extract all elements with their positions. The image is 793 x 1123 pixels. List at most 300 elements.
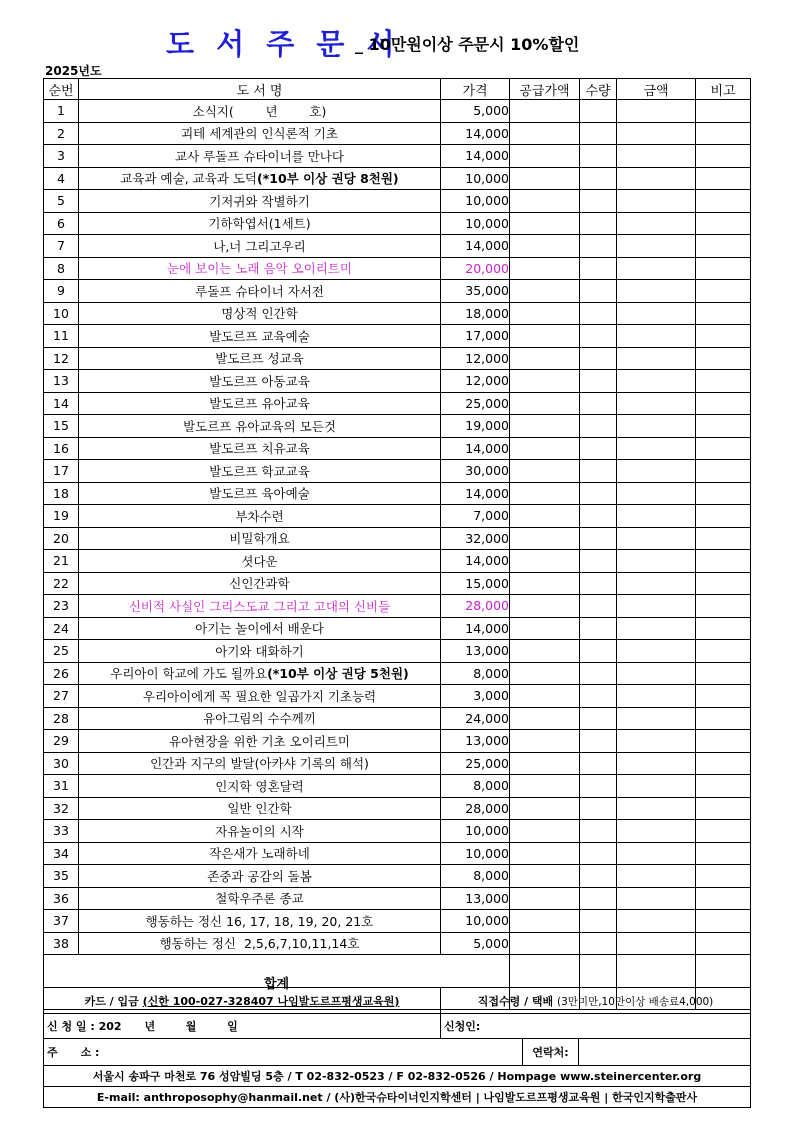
row-number: 24 [44, 617, 79, 640]
row-number: 11 [44, 325, 79, 348]
remarks-cell[interactable] [696, 752, 751, 775]
amount-cell[interactable] [617, 257, 696, 280]
contact-input-cell[interactable] [579, 1039, 751, 1066]
book-title [79, 820, 441, 843]
supply-price-cell[interactable] [510, 775, 580, 798]
date-cell[interactable] [44, 1014, 441, 1039]
table-row [44, 527, 751, 550]
bulk-discount-note: (*10부 이상 권당 8천원) [257, 171, 399, 187]
quantity-cell[interactable] [580, 730, 617, 753]
remarks-cell[interactable] [696, 707, 751, 730]
amount-cell[interactable] [617, 820, 696, 843]
book-price: 35,000 [441, 280, 510, 303]
supply-price-cell[interactable] [510, 527, 580, 550]
table-row [44, 167, 751, 190]
remarks-cell[interactable] [696, 842, 751, 865]
book-title-text: 소식지( 년 호) [192, 103, 327, 119]
book-title-text: 발도르프 성교육 [215, 351, 304, 367]
remarks-cell[interactable] [696, 437, 751, 460]
amount-cell[interactable] [617, 752, 696, 775]
address-cell[interactable] [44, 1039, 523, 1066]
col-number: 순번 [44, 79, 79, 100]
book-title [79, 347, 441, 370]
amount-cell[interactable] [617, 595, 696, 618]
table-row [44, 505, 751, 528]
amount-cell[interactable] [617, 775, 696, 798]
book-title-text: 신인간과학 [229, 576, 290, 592]
book-title [79, 190, 441, 213]
book-title [79, 122, 441, 145]
book-title [79, 617, 441, 640]
supply-price-cell[interactable] [510, 167, 580, 190]
quantity-cell[interactable] [580, 595, 617, 618]
row-number: 15 [44, 415, 79, 438]
remarks-cell[interactable] [696, 797, 751, 820]
remarks-cell[interactable] [696, 370, 751, 393]
supply-price-cell[interactable] [510, 707, 580, 730]
remarks-cell[interactable] [696, 347, 751, 370]
amount-cell[interactable] [617, 887, 696, 910]
table-row [44, 887, 751, 910]
book-title-text: 작은새가 노래하네 [209, 846, 310, 862]
table-row [44, 460, 751, 483]
book-title-text: 행동하는 정신 2,5,6,7,10,11,14호 [159, 936, 360, 952]
quantity-cell[interactable] [580, 302, 617, 325]
supply-price-cell[interactable] [510, 190, 580, 213]
table-row [44, 235, 751, 258]
quantity-cell[interactable] [580, 122, 617, 145]
supply-price-cell[interactable] [510, 482, 580, 505]
remarks-cell[interactable] [696, 662, 751, 685]
table-row [44, 842, 751, 865]
remarks-cell[interactable] [696, 325, 751, 348]
book-title-text: 발도르프 학교교육 [209, 463, 310, 479]
quantity-cell[interactable] [580, 257, 617, 280]
remarks-cell[interactable] [696, 212, 751, 235]
bank-account: (신한 100-027-328407 나임발도르프평생교육원) [142, 994, 400, 1008]
row-number: 19 [44, 505, 79, 528]
book-title-text: 기하학엽서(1세트) [208, 216, 311, 232]
supply-price-cell[interactable] [510, 640, 580, 663]
col-supply-price: 공급가액 [510, 79, 580, 100]
quantity-cell[interactable] [580, 842, 617, 865]
supply-price-cell[interactable] [510, 235, 580, 258]
row-number: 28 [44, 707, 79, 730]
book-price: 10,000 [441, 842, 510, 865]
quantity-cell[interactable] [580, 460, 617, 483]
book-title-text: 기저귀와 작별하기 [209, 193, 310, 209]
remarks-cell[interactable] [696, 460, 751, 483]
book-title [79, 887, 441, 910]
supply-price-cell[interactable] [510, 145, 580, 168]
table-row [44, 775, 751, 798]
book-title-text: 아기는 놀이에서 배운다 [195, 621, 324, 637]
book-title-text: 행동하는 정신 16, 17, 18, 19, 20, 21호 [145, 913, 374, 929]
amount-cell[interactable] [617, 302, 696, 325]
amount-cell[interactable] [617, 460, 696, 483]
amount-cell[interactable] [617, 865, 696, 888]
book-title-text: 자유놀이의 시작 [215, 823, 304, 839]
col-amount: 금액 [617, 79, 696, 100]
supply-price-cell[interactable] [510, 685, 580, 708]
row-number: 8 [44, 257, 79, 280]
supply-price-cell[interactable] [510, 797, 580, 820]
remarks-cell[interactable] [696, 685, 751, 708]
book-title-text: 아기와 대화하기 [215, 643, 304, 659]
supply-price-cell[interactable] [510, 752, 580, 775]
book-title-text: 발도르프 육아예술 [209, 486, 310, 502]
supply-price-cell[interactable] [510, 595, 580, 618]
book-price: 5,000 [441, 932, 510, 955]
book-title [79, 865, 441, 888]
book-price: 28,000 [441, 595, 510, 618]
book-title-text: 우리아이에게 꼭 필요한 일곱가지 기초능력 [142, 688, 377, 704]
amount-cell[interactable] [617, 212, 696, 235]
row-number: 23 [44, 595, 79, 618]
book-price: 12,000 [441, 370, 510, 393]
table-row [44, 910, 751, 933]
table-row [44, 685, 751, 708]
table-row [44, 640, 751, 663]
supply-price-cell[interactable] [510, 347, 580, 370]
book-price: 3,000 [441, 685, 510, 708]
amount-cell[interactable] [617, 437, 696, 460]
quantity-cell[interactable] [580, 280, 617, 303]
remarks-cell[interactable] [696, 527, 751, 550]
row-number: 13 [44, 370, 79, 393]
table-row [44, 212, 751, 235]
amount-cell[interactable] [617, 235, 696, 258]
row-number: 3 [44, 145, 79, 168]
book-title-text: 괴테 세계관의 인식론적 기초 [181, 126, 338, 142]
quantity-cell[interactable] [580, 347, 617, 370]
total-label: 합계 [44, 955, 510, 1010]
supply-price-cell[interactable] [510, 887, 580, 910]
supply-price-cell[interactable] [510, 842, 580, 865]
amount-cell[interactable] [617, 910, 696, 933]
book-title [79, 460, 441, 483]
row-number: 10 [44, 302, 79, 325]
quantity-cell[interactable] [580, 235, 617, 258]
quantity-cell[interactable] [580, 752, 617, 775]
col-title: 도 서 명 [79, 79, 441, 100]
remarks-cell[interactable] [696, 640, 751, 663]
table-row [44, 347, 751, 370]
quantity-cell[interactable] [580, 910, 617, 933]
amount-cell[interactable] [617, 707, 696, 730]
row-number: 27 [44, 685, 79, 708]
table-row [44, 932, 751, 955]
book-title-text: 우리아이 학교에 가도 될까요 [110, 666, 268, 682]
quantity-cell[interactable] [580, 932, 617, 955]
quantity-cell[interactable] [580, 437, 617, 460]
book-price: 14,000 [441, 617, 510, 640]
quantity-cell[interactable] [580, 640, 617, 663]
quantity-cell[interactable] [580, 887, 617, 910]
supply-price-cell[interactable] [510, 460, 580, 483]
book-title-text: 발도르프 교육예술 [209, 328, 310, 344]
book-title-text: 존중과 공감의 돌봄 [207, 868, 312, 884]
supply-price-cell[interactable] [510, 730, 580, 753]
book-title-text: 명상적 인간학 [221, 306, 298, 322]
year-label: 2025년도 [45, 64, 102, 78]
payment-row [44, 988, 751, 1014]
footer-contact-row [44, 1087, 751, 1108]
supply-price-cell[interactable] [510, 550, 580, 573]
supply-price-cell[interactable] [510, 302, 580, 325]
remarks-cell[interactable] [696, 257, 751, 280]
footer-address-row [44, 1066, 751, 1087]
quantity-cell[interactable] [580, 212, 617, 235]
quantity-cell[interactable] [580, 190, 617, 213]
bulk-discount-note: (*10부 이상 권당 5천원) [267, 666, 409, 682]
row-number: 31 [44, 775, 79, 798]
amount-cell[interactable] [617, 325, 696, 348]
quantity-cell[interactable] [580, 662, 617, 685]
quantity-cell[interactable] [580, 865, 617, 888]
amount-cell[interactable] [617, 617, 696, 640]
amount-cell[interactable] [617, 167, 696, 190]
remarks-cell[interactable] [696, 122, 751, 145]
title-row [0, 22, 793, 62]
row-number: 33 [44, 820, 79, 843]
delivery-note: (3만미만,10만이상 배송료4,000) [557, 995, 714, 1008]
supply-price-cell[interactable] [510, 505, 580, 528]
quantity-cell[interactable] [580, 482, 617, 505]
amount-cell[interactable] [617, 280, 696, 303]
book-title [79, 707, 441, 730]
row-number: 36 [44, 887, 79, 910]
amount-cell[interactable] [617, 842, 696, 865]
book-price: 32,000 [441, 527, 510, 550]
supply-price-cell[interactable] [510, 572, 580, 595]
book-price: 10,000 [441, 910, 510, 933]
row-number: 37 [44, 910, 79, 933]
book-title [79, 595, 441, 618]
book-price: 30,000 [441, 460, 510, 483]
book-title [79, 392, 441, 415]
book-title-text: 유아현장을 위한 기초 오이리트미 [169, 733, 350, 749]
table-row [44, 707, 751, 730]
book-title [79, 482, 441, 505]
amount-cell[interactable] [617, 482, 696, 505]
date-row [44, 1014, 751, 1039]
remarks-cell[interactable] [696, 550, 751, 573]
row-number: 21 [44, 550, 79, 573]
remarks-cell[interactable] [696, 482, 751, 505]
amount-cell[interactable] [617, 797, 696, 820]
supply-price-cell[interactable] [510, 415, 580, 438]
book-title [79, 662, 441, 685]
supply-price-cell[interactable] [510, 910, 580, 933]
remarks-cell[interactable] [696, 932, 751, 955]
delivery-cell [441, 988, 751, 1014]
supply-price-cell[interactable] [510, 325, 580, 348]
table-row [44, 752, 751, 775]
book-price: 5,000 [441, 100, 510, 123]
order-form [43, 987, 751, 1108]
remarks-cell[interactable] [696, 415, 751, 438]
book-title [79, 910, 441, 933]
table-row [44, 392, 751, 415]
table-row [44, 370, 751, 393]
supply-price-cell[interactable] [510, 100, 580, 123]
quantity-cell[interactable] [580, 617, 617, 640]
row-number: 5 [44, 190, 79, 213]
book-price: 10,000 [441, 190, 510, 213]
book-title [79, 550, 441, 573]
supply-price-cell[interactable] [510, 820, 580, 843]
supply-price-cell[interactable] [510, 257, 580, 280]
supply-price-cell[interactable] [510, 392, 580, 415]
book-title [79, 370, 441, 393]
remarks-cell[interactable] [696, 392, 751, 415]
quantity-cell[interactable] [580, 325, 617, 348]
amount-cell[interactable] [617, 145, 696, 168]
amount-cell[interactable] [617, 685, 696, 708]
row-number: 30 [44, 752, 79, 775]
quantity-cell[interactable] [580, 415, 617, 438]
table-row [44, 730, 751, 753]
table-row [44, 550, 751, 573]
remarks-cell[interactable] [696, 617, 751, 640]
supply-price-cell[interactable] [510, 280, 580, 303]
book-title [79, 212, 441, 235]
book-price: 8,000 [441, 865, 510, 888]
address-label: 주 소 : [47, 1046, 100, 1059]
quantity-cell[interactable] [580, 775, 617, 798]
remarks-cell[interactable] [696, 145, 751, 168]
book-title-text: 인간과 지구의 발달(아카샤 기록의 해석) [150, 756, 369, 772]
remarks-cell[interactable] [696, 302, 751, 325]
amount-cell[interactable] [617, 370, 696, 393]
amount-cell[interactable] [617, 572, 696, 595]
col-remarks: 비고 [696, 79, 751, 100]
amount-cell[interactable] [617, 190, 696, 213]
book-price: 24,000 [441, 707, 510, 730]
amount-cell[interactable] [617, 347, 696, 370]
book-title [79, 685, 441, 708]
supply-price-cell[interactable] [510, 437, 580, 460]
table-row [44, 325, 751, 348]
supply-price-cell[interactable] [510, 662, 580, 685]
payment-label: 카드 / 입금 [84, 994, 139, 1008]
book-price: 14,000 [441, 122, 510, 145]
discount-note: _ 10만원이상 주문시 10%할인 [355, 35, 580, 54]
applicant-cell[interactable] [441, 1014, 751, 1039]
supply-price-cell[interactable] [510, 370, 580, 393]
book-price: 14,000 [441, 437, 510, 460]
remarks-cell[interactable] [696, 505, 751, 528]
quantity-cell[interactable] [580, 707, 617, 730]
book-price: 10,000 [441, 167, 510, 190]
amount-cell[interactable] [617, 662, 696, 685]
book-title-text: 교육과 예술, 교육과 도덕 [120, 171, 257, 187]
quantity-cell[interactable] [580, 100, 617, 123]
remarks-cell[interactable] [696, 100, 751, 123]
supply-price-cell[interactable] [510, 122, 580, 145]
remarks-cell[interactable] [696, 167, 751, 190]
row-number: 17 [44, 460, 79, 483]
book-title-text: 루돌프 슈타이너 자서전 [195, 283, 324, 299]
book-title [79, 145, 441, 168]
book-title [79, 280, 441, 303]
book-title [79, 100, 441, 123]
table-row [44, 122, 751, 145]
row-number: 32 [44, 797, 79, 820]
remarks-cell[interactable] [696, 775, 751, 798]
amount-cell[interactable] [617, 122, 696, 145]
quantity-cell[interactable] [580, 527, 617, 550]
supply-price-cell[interactable] [510, 212, 580, 235]
supply-price-cell[interactable] [510, 617, 580, 640]
remarks-cell[interactable] [696, 730, 751, 753]
amount-cell[interactable] [617, 392, 696, 415]
amount-cell[interactable] [617, 505, 696, 528]
amount-cell[interactable] [617, 550, 696, 573]
amount-cell[interactable] [617, 932, 696, 955]
quantity-cell[interactable] [580, 505, 617, 528]
col-quantity: 수량 [580, 79, 617, 100]
quantity-cell[interactable] [580, 820, 617, 843]
book-price: 15,000 [441, 572, 510, 595]
quantity-cell[interactable] [580, 167, 617, 190]
table-row [44, 145, 751, 168]
row-number: 9 [44, 280, 79, 303]
book-title-text: 부차수련 [235, 508, 284, 524]
row-number: 6 [44, 212, 79, 235]
supply-price-cell[interactable] [510, 865, 580, 888]
supply-price-cell[interactable] [510, 932, 580, 955]
quantity-cell[interactable] [580, 572, 617, 595]
quantity-cell[interactable] [580, 797, 617, 820]
book-title [79, 167, 441, 190]
row-number: 7 [44, 235, 79, 258]
amount-cell[interactable] [617, 527, 696, 550]
remarks-cell[interactable] [696, 887, 751, 910]
amount-cell[interactable] [617, 100, 696, 123]
row-number: 22 [44, 572, 79, 595]
amount-cell[interactable] [617, 640, 696, 663]
remarks-cell[interactable] [696, 235, 751, 258]
book-title-text: 교사 루돌프 슈타이너를 만나다 [175, 148, 344, 164]
table-row [44, 820, 751, 843]
quantity-cell[interactable] [580, 145, 617, 168]
footer-address: 서울시 송파구 마천로 76 성암빌딩 5층 / T 02-832-0523 / F 02-832-0526 / Hompage www.steinercenter.org [44, 1066, 751, 1087]
applicant-label: 신청인: [444, 1020, 481, 1033]
quantity-cell[interactable] [580, 550, 617, 573]
quantity-cell[interactable] [580, 685, 617, 708]
row-number: 34 [44, 842, 79, 865]
book-title-text: 철학우주론 종교 [215, 891, 304, 907]
remarks-cell[interactable] [696, 595, 751, 618]
remarks-cell[interactable] [696, 190, 751, 213]
remarks-cell[interactable] [696, 910, 751, 933]
book-price: 25,000 [441, 392, 510, 415]
remarks-cell[interactable] [696, 280, 751, 303]
date-label: 신 청 일 : [47, 1020, 95, 1033]
amount-cell[interactable] [617, 730, 696, 753]
amount-cell[interactable] [617, 415, 696, 438]
document-title: 도 서 주 문 서 [166, 27, 401, 61]
quantity-cell[interactable] [580, 392, 617, 415]
remarks-cell[interactable] [696, 865, 751, 888]
book-title [79, 257, 441, 280]
remarks-cell[interactable] [696, 572, 751, 595]
row-number: 35 [44, 865, 79, 888]
quantity-cell[interactable] [580, 370, 617, 393]
remarks-cell[interactable] [696, 820, 751, 843]
